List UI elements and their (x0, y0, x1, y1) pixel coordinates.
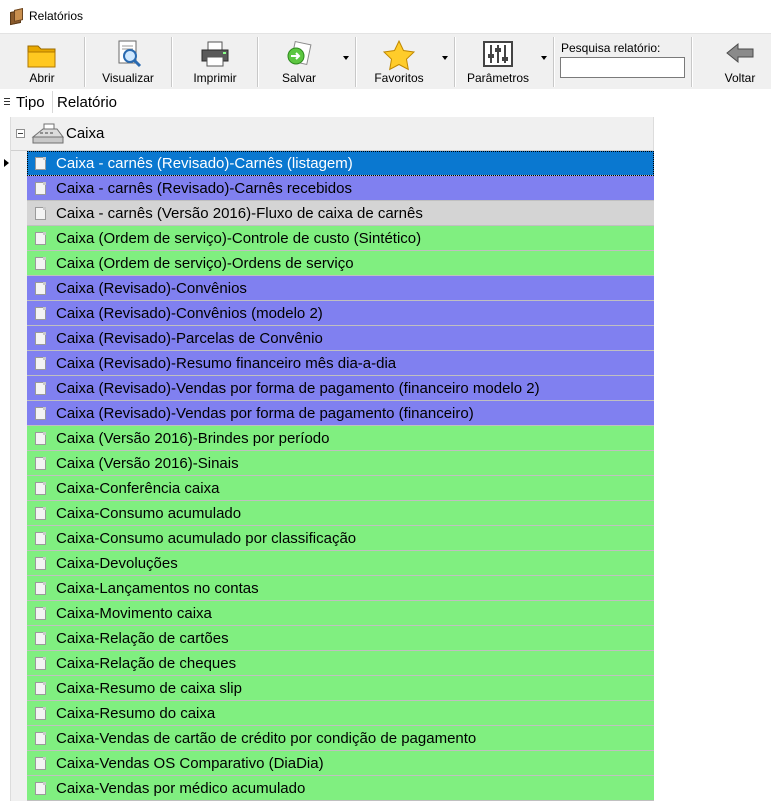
star-icon (382, 39, 416, 71)
window-title: Relatórios (29, 9, 84, 23)
report-row[interactable] (27, 601, 654, 626)
report-name: Caixa-Vendas por médico acumulado (56, 780, 306, 797)
report-name: Caixa - carnês (Revisado)-Carnês recebidos (56, 180, 352, 197)
report-row[interactable] (27, 151, 654, 176)
favoritos-button[interactable]: Favoritos (359, 34, 439, 89)
current-row-indicator-icon (4, 159, 9, 167)
document-icon (35, 307, 46, 320)
document-icon (35, 532, 46, 545)
report-name: Caixa-Conferência caixa (56, 480, 220, 497)
report-name: Caixa (Versão 2016)-Sinais (56, 455, 239, 472)
document-icon (35, 482, 46, 495)
report-row[interactable] (27, 726, 654, 751)
report-name: Caixa-Vendas OS Comparativo (DiaDia) (56, 755, 324, 772)
report-row[interactable] (27, 676, 654, 701)
toolbar (0, 33, 771, 90)
group-row-caixa[interactable] (11, 117, 654, 151)
report-row[interactable] (27, 751, 654, 776)
document-icon (35, 182, 46, 195)
search-label: Pesquisa relatório: (561, 41, 661, 55)
visualizar-button[interactable]: Visualizar (88, 34, 168, 89)
report-name: Caixa-Resumo de caixa slip (56, 680, 242, 697)
column-chooser-icon[interactable] (4, 98, 10, 106)
report-grid[interactable] (0, 89, 771, 801)
document-icon (35, 382, 46, 395)
report-row[interactable] (27, 201, 654, 226)
search-input[interactable] (560, 57, 685, 78)
document-icon (35, 682, 46, 695)
document-icon (35, 782, 46, 795)
report-name: Caixa (Revisado)-Resumo financeiro mês dia-a-dia (56, 355, 397, 372)
document-icon (35, 632, 46, 645)
parametros-button[interactable]: Parâmetros (458, 34, 538, 89)
report-name: Caixa-Vendas de cartão de crédito por condição de pagamento (56, 730, 477, 747)
document-icon (35, 557, 46, 570)
document-icon (35, 357, 46, 370)
report-name: Caixa-Movimento caixa (56, 605, 212, 622)
collapse-icon[interactable] (16, 129, 25, 138)
column-header-relatorio[interactable]: Relatório (57, 94, 118, 111)
report-row[interactable] (27, 276, 654, 301)
tree-indent (11, 151, 27, 801)
search-box (558, 37, 685, 85)
document-icon (35, 282, 46, 295)
salvar-dropdown-arrow[interactable] (343, 56, 349, 60)
report-row[interactable] (27, 501, 654, 526)
report-name: Caixa-Consumo acumulado por classificação (56, 530, 357, 547)
report-name: Caixa (Revisado)-Convênios (modelo 2) (56, 305, 323, 322)
report-row[interactable] (27, 451, 654, 476)
report-name: Caixa (Versão 2016)-Brindes por período (56, 430, 330, 447)
document-icon (35, 607, 46, 620)
report-row[interactable] (27, 476, 654, 501)
abrir-button[interactable]: Abrir (4, 34, 80, 89)
report-row[interactable] (27, 526, 654, 551)
report-name: Caixa (Revisado)-Vendas por forma de pagamento (financeiro) (56, 405, 474, 422)
report-name: Caixa (Revisado)-Parcelas de Convênio (56, 330, 323, 347)
report-row[interactable] (27, 251, 654, 276)
document-icon (35, 157, 46, 170)
report-list (27, 151, 654, 801)
printer-icon (198, 39, 232, 71)
group-label: Caixa (66, 125, 105, 142)
document-icon (35, 232, 46, 245)
report-name: Caixa-Resumo do caixa (56, 705, 216, 722)
save-icon (282, 39, 316, 71)
document-icon (35, 507, 46, 520)
document-icon (35, 257, 46, 270)
report-name: Caixa-Lançamentos no contas (56, 580, 259, 597)
report-row[interactable] (27, 701, 654, 726)
document-icon (35, 207, 46, 220)
preview-icon (111, 39, 145, 71)
report-name: Caixa (Ordem de serviço)-Ordens de serviço (56, 255, 354, 272)
column-header-tipo[interactable]: Tipo (16, 94, 45, 111)
books-icon (9, 9, 23, 23)
report-name: Caixa (Ordem de serviço)-Controle de custo (Sintético) (56, 230, 422, 247)
back-arrow-icon (723, 39, 757, 71)
report-row[interactable] (27, 326, 654, 351)
report-row[interactable] (27, 551, 654, 576)
report-name: Caixa-Relação de cartões (56, 630, 229, 647)
folder-icon (25, 39, 59, 71)
report-row[interactable] (27, 301, 654, 326)
document-icon (35, 757, 46, 770)
document-icon (35, 657, 46, 670)
grid-header (0, 89, 771, 115)
voltar-button[interactable]: Voltar (709, 34, 771, 89)
document-icon (35, 707, 46, 720)
report-row[interactable] (27, 176, 654, 201)
report-row[interactable] (27, 426, 654, 451)
report-row[interactable] (27, 351, 654, 376)
parametros-dropdown-arrow[interactable] (541, 56, 547, 60)
report-name: Caixa - carnês (Versão 2016)-Fluxo de caixa de carnês (56, 205, 423, 222)
salvar-button[interactable]: Salvar (261, 34, 337, 89)
report-name: Caixa (Revisado)-Convênios (56, 280, 247, 297)
report-row[interactable] (27, 401, 654, 426)
report-name: Caixa (Revisado)-Vendas por forma de pagamento (financeiro modelo 2) (56, 380, 540, 397)
report-row[interactable] (27, 576, 654, 601)
row-indicator-column (0, 117, 11, 801)
imprimir-button[interactable]: Imprimir (175, 34, 255, 89)
document-icon (35, 332, 46, 345)
report-name: Caixa-Relação de cheques (56, 655, 237, 672)
report-name: Caixa-Consumo acumulado (56, 505, 242, 522)
report-row[interactable] (27, 651, 654, 676)
document-icon (35, 457, 46, 470)
report-row[interactable] (27, 226, 654, 251)
report-row[interactable] (27, 376, 654, 401)
report-name: Caixa - carnês (Revisado)-Carnês (listagem) (56, 155, 353, 172)
title-bar (0, 0, 771, 32)
cash-register-icon (31, 123, 65, 145)
sliders-icon (481, 39, 515, 71)
report-row[interactable] (27, 776, 654, 801)
report-row[interactable] (27, 626, 654, 651)
document-icon (35, 732, 46, 745)
report-name: Caixa-Devoluções (56, 555, 178, 572)
favoritos-dropdown-arrow[interactable] (442, 56, 448, 60)
document-icon (35, 432, 46, 445)
document-icon (35, 407, 46, 420)
document-icon (35, 582, 46, 595)
